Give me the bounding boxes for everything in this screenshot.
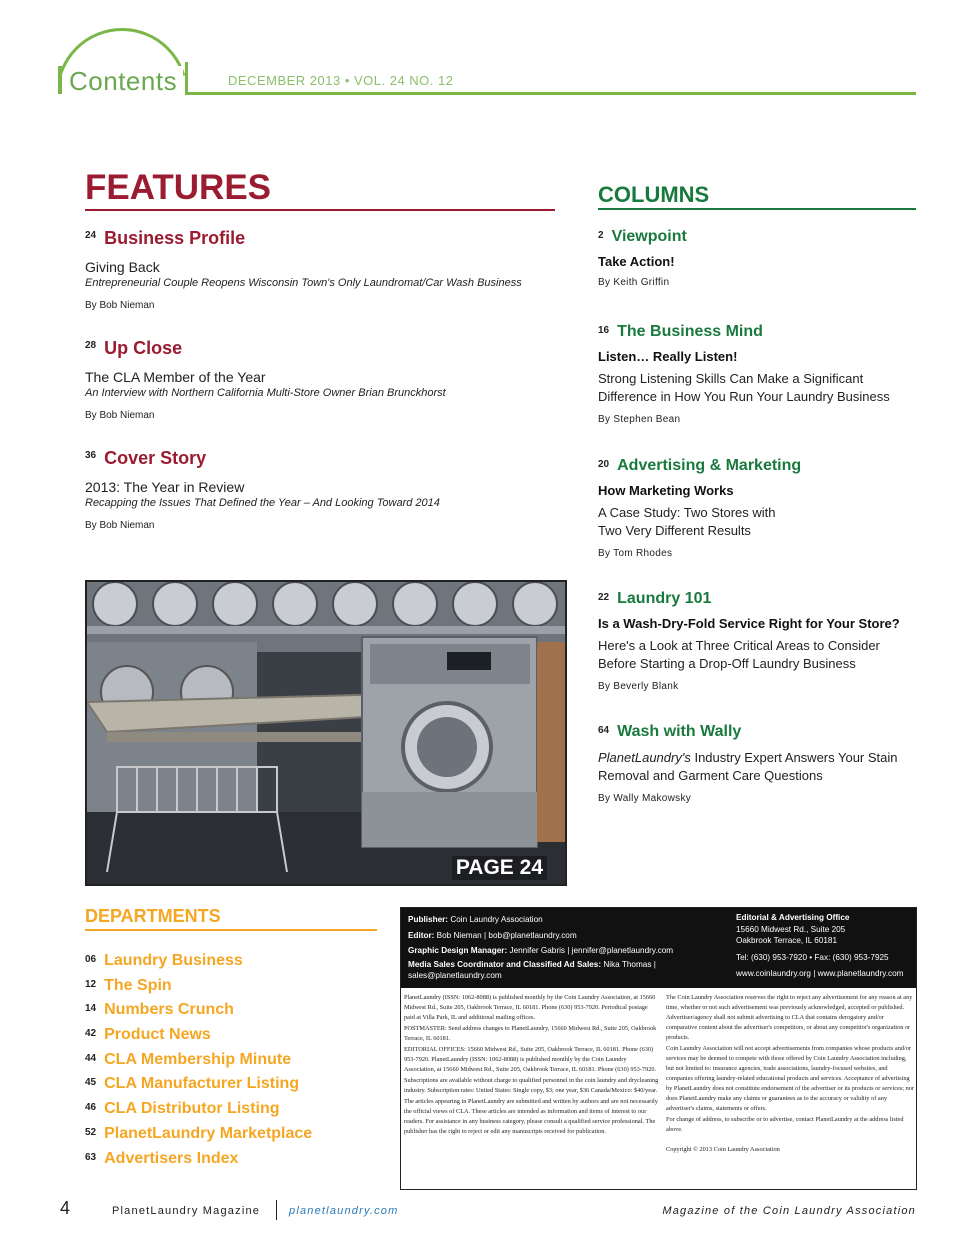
department-item[interactable] — [85, 952, 385, 977]
column-headline: Take Action! — [598, 254, 675, 269]
page-number: 28 — [85, 340, 97, 351]
column-title[interactable]: Wash with Wally — [617, 723, 742, 740]
masthead-office — [736, 912, 914, 980]
masthead-staff — [408, 912, 730, 981]
page-number: 44 — [85, 1052, 97, 1064]
column-description: Strong Listening Skills Can Make a Significant Difference in How You Run Your Laundry Business — [598, 371, 890, 404]
office-label: Editorial & Advertising Office — [736, 913, 850, 922]
publisher-value: Coin Laundry Association — [450, 915, 543, 924]
office-address-line: Oakbrook Terrace, IL 60181 — [736, 936, 838, 945]
website-link[interactable]: planetlaundry.com — [289, 1205, 399, 1217]
page-number: 52 — [85, 1126, 97, 1138]
department-title[interactable]: The Spin — [104, 976, 172, 994]
footer-tagline: Magazine of the Coin Laundry Association — [662, 1205, 916, 1217]
page-number: 45 — [85, 1077, 97, 1089]
section-title: Contents — [69, 66, 183, 97]
editor-label: Editor: — [408, 930, 435, 940]
feature-description: Recapping the Issues That Defined the Year – And Looking Toward 2014 — [85, 497, 440, 509]
design-value[interactable]: Jennifer Gabris | jennifer@planetlaundry.com — [509, 946, 674, 955]
features-heading: FEATURES — [85, 168, 272, 207]
column-item[interactable] — [598, 228, 916, 288]
page-number: 36 — [85, 450, 97, 461]
feature-subtitle: 2013: The Year in Review — [85, 479, 245, 495]
department-item[interactable] — [85, 1051, 385, 1076]
legal-paragraph: POSTMASTER: Send address changes to PlanetLaundry, 15660 Midwest Rd., Suite 205, Oakbrook Terrace, IL 60181. — [404, 1025, 657, 1042]
header-rule — [186, 92, 916, 95]
departments-list — [85, 952, 385, 1174]
department-item[interactable] — [85, 1150, 385, 1175]
department-item[interactable] — [85, 1075, 385, 1100]
column-headline: How Marketing Works — [598, 483, 734, 498]
column-item[interactable] — [598, 590, 916, 692]
columns-rule — [598, 208, 916, 210]
laundromat-photo-illustration — [87, 582, 565, 884]
page-number: 14 — [85, 1003, 97, 1015]
department-title[interactable]: PlanetLaundry Marketplace — [104, 1124, 313, 1142]
masthead-box — [400, 907, 917, 1190]
column-title[interactable]: The Business Mind — [617, 323, 763, 340]
page-number: 42 — [85, 1028, 97, 1040]
masthead-legal-right — [666, 993, 914, 1156]
column-description: Here's a Look at Three Critical Areas to Consider Before Starting a Drop-Off Laundry Business — [598, 638, 880, 671]
column-description: A Case Study: Two Stores with Two Very Different Results — [598, 505, 776, 538]
page-number: 20 — [598, 459, 610, 470]
legal-paragraph: For change of address, to subscribe or to advertise, contact PlanetLaundry at the address listed above. — [666, 1116, 904, 1133]
departments-rule — [85, 929, 377, 931]
department-title[interactable]: CLA Membership Minute — [104, 1050, 292, 1068]
page-number: 46 — [85, 1102, 97, 1114]
column-byline: By Stephen Bean — [598, 414, 681, 425]
feature-byline: By Bob Nieman — [85, 520, 155, 531]
column-title[interactable]: Laundry 101 — [617, 590, 712, 607]
sales-value[interactable]: Nika Thomas | sales@planetlaundry.com — [408, 959, 656, 980]
feature-photo[interactable] — [85, 580, 567, 886]
department-title[interactable]: Numbers Crunch — [104, 1001, 234, 1019]
department-item[interactable] — [85, 1125, 385, 1150]
page-number: 2 — [598, 230, 604, 241]
column-headline: Listen… Really Listen! — [598, 349, 738, 364]
department-title[interactable]: Advertisers Index — [104, 1149, 239, 1167]
feature-description: An Interview with Northern California Multi-Store Owner Brian Brunckhorst — [85, 387, 446, 399]
masthead-legal-left — [404, 993, 659, 1138]
feature-subtitle: The CLA Member of the Year — [85, 369, 266, 385]
department-item[interactable] — [85, 1100, 385, 1125]
office-address-line: 15660 Midwest Rd., Suite 205 — [736, 924, 846, 934]
column-byline: By Keith Griffin — [598, 277, 670, 288]
legal-paragraph: Coin Laundry Association will not accept advertisements from companies whose products and/or services may be deemed to compete with those offered by Coin Laundry Association including, but not limited to: insurance agencies, trade associations, laundry-focused websites, and companies offering laundry-related educational products and services. Acceptance of advertising by PlanetLaundry does not constitute endorsement of the advertiser or its products or services; nor does PlanetLaundry make any claims or guarantees as to the accuracy or validity of any advertiser's claims, statements or offers. — [666, 1045, 914, 1112]
department-title[interactable]: CLA Distributor Listing — [104, 1100, 280, 1118]
page-number: 16 — [598, 325, 610, 336]
feature-item[interactable] — [85, 228, 555, 311]
column-description: Industry Expert Answers Your Stain Removal and Garment Care Questions — [598, 750, 898, 783]
feature-byline: By Bob Nieman — [85, 410, 155, 421]
department-title[interactable]: Laundry Business — [104, 952, 243, 969]
feature-title[interactable]: Cover Story — [104, 448, 207, 468]
header-arc-base — [58, 66, 62, 94]
page-number: 63 — [85, 1151, 97, 1163]
department-item[interactable] — [85, 1026, 385, 1051]
editor-value[interactable]: Bob Nieman | bob@planetlaundry.com — [436, 930, 577, 940]
photo-caption: PAGE 24 — [452, 856, 547, 880]
column-byline: By Tom Rhodes — [598, 548, 673, 559]
column-item[interactable] — [598, 457, 916, 559]
department-title[interactable]: Product News — [104, 1026, 211, 1044]
column-description-italic: PlanetLaundry's — [598, 750, 691, 765]
design-label: Graphic Design Manager: — [408, 946, 508, 955]
issue-info: DECEMBER 2013 • VOL. 24 NO. 12 — [228, 73, 454, 88]
column-headline: Is a Wash-Dry-Fold Service Right for Your Store? — [598, 616, 900, 631]
department-item[interactable] — [85, 977, 385, 1002]
legal-paragraph: The articles appearing in PlanetLaundry are submitted and written by authors and are not necessarily the official views of CLA. These articles are intended as information and items of interest to our readers. For assistance in any business category, please consult a qualified service professional. The publisher has the right to reject or edit any manuscripts received for publication. — [404, 1098, 658, 1135]
page-number: 12 — [85, 978, 97, 990]
office-web[interactable]: www.coinlaundry.org | www.planetlaundry.com — [736, 969, 904, 978]
columns-heading: COLUMNS — [598, 182, 710, 207]
feature-item[interactable] — [85, 338, 555, 421]
legal-paragraph: Subscriptions are available without charge to qualified personnel in the coin laundry and drycleaning industry. Subscription rates: United States: Single copy, $3; one year, $36 Canada/Mexico: $40/year. — [404, 1077, 659, 1094]
publisher-label: Publisher: — [408, 915, 449, 924]
header-divider — [185, 62, 188, 95]
masthead-header — [401, 908, 916, 988]
office-phone: Tel: (630) 953-7920 • Fax: (630) 953-7925 — [736, 952, 889, 962]
features-rule — [85, 209, 555, 211]
column-title[interactable]: Viewpoint — [611, 228, 687, 245]
legal-paragraph: EDITORIAL OFFICES: 15660 Midwest Rd., Suite 205, Oakbrook Terrace, IL 60181. Phone (630) 953-7920. PlanetLaundry (ISSN: 1062-8088) is published monthly by the Coin Laundry Association, at 15660 Midwest Rd., Suite 205, Oakbrook Terrace, IL 60181. Phone (630) 953-7920. — [404, 1046, 657, 1073]
departments-heading: DEPARTMENTS — [85, 906, 221, 926]
department-item[interactable] — [85, 1001, 385, 1026]
page-number: 06 — [85, 954, 97, 965]
sales-label: Media Sales Coordinator and Classified Ad Sales: — [408, 959, 602, 969]
column-title[interactable]: Advertising & Marketing — [617, 457, 802, 474]
column-item[interactable] — [598, 323, 916, 425]
legal-paragraph: PlanetLaundry (ISSN: 1062-8088) is published monthly by the Coin Laundry Association, at 15660 Midwest Rd., Suite 205, Oakbrook Terrace, IL 60181. Phone (630) 953-7920. Periodical postage paid at Villa Park, IL and additional mailing offices. — [404, 994, 656, 1021]
feature-item[interactable] — [85, 448, 555, 531]
column-byline: By Beverly Blank — [598, 681, 679, 692]
feature-subtitle: Giving Back — [85, 259, 160, 275]
page-number: 22 — [598, 592, 610, 603]
page-number: 64 — [598, 725, 610, 736]
page-number: 24 — [85, 230, 97, 241]
department-title[interactable]: CLA Manufacturer Listing — [104, 1075, 300, 1093]
feature-title[interactable]: Business Profile — [104, 228, 246, 248]
magazine-name: PlanetLaundry Magazine — [112, 1205, 261, 1217]
feature-description: Entrepreneurial Couple Reopens Wisconsin Town's Only Laundromat/Car Wash Business — [85, 277, 522, 289]
column-item[interactable] — [598, 723, 916, 804]
column-byline: By Wally Makowsky — [598, 793, 692, 804]
feature-byline: By Bob Nieman — [85, 300, 155, 311]
copyright: Copyright © 2013 Coin Laundry Association — [666, 1146, 780, 1153]
feature-title[interactable]: Up Close — [104, 338, 183, 358]
page-number-footer: 4 — [60, 1198, 71, 1218]
legal-paragraph: The Coin Laundry Association reserves the right to reject any advertisement for any reason at any time, whether or not such advertisement was previously acknowledged, accepted or published. Advertiser/agency shall not submit advertising to CLA that contains derogatory and/or comparative content about the advertiser's competitors, or about any competitor's organization or products. — [666, 994, 913, 1041]
footer-divider — [276, 1200, 277, 1220]
